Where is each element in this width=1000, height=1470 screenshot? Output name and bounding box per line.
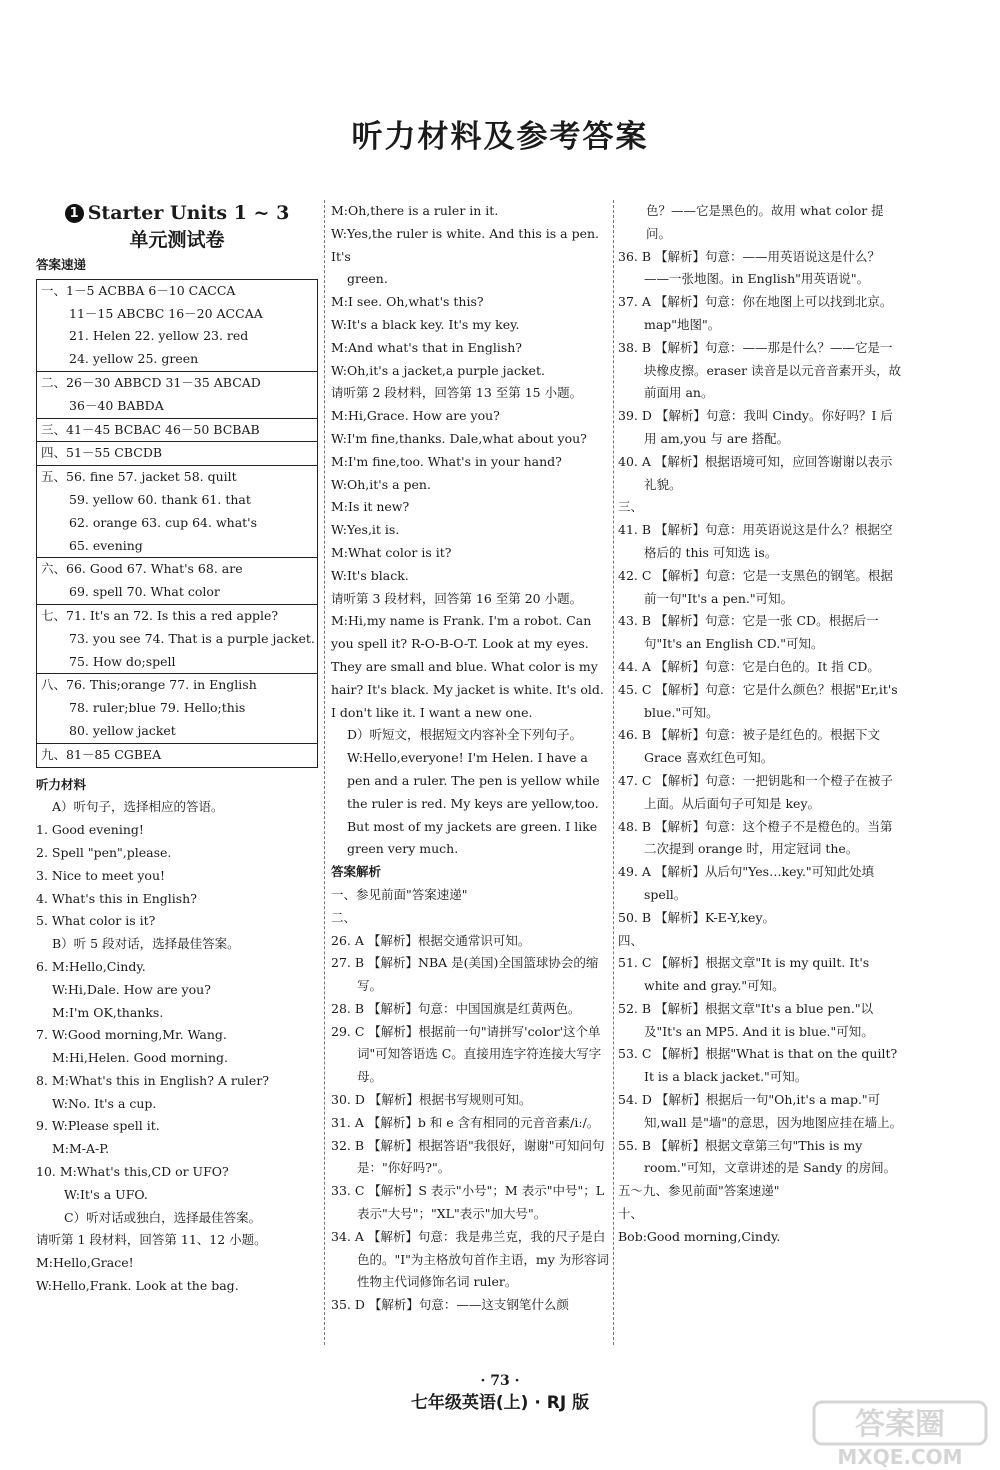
explanation-item: 53. C 【解析】根据"What is that on the quilt? It is a black jacket."可知。	[618, 1046, 898, 1085]
explanation-item: 45. C 【解析】句意：它是什么颜色？根据"Er,it's blue."可知。	[618, 681, 898, 720]
explanation-item: 47. C 【解析】句意：一把钥匙和一个橙子在被子上面。从后面句子可知是 key。	[618, 772, 893, 811]
text-line: M:Is it new?	[331, 499, 410, 515]
text-line: W:Yes,the ruler is white. And this is a pen. It's	[331, 225, 599, 264]
text-line: M:Hello,Grace!	[36, 1255, 134, 1271]
answer-line: 11－15 ABCBC 16－20 ACCAA	[69, 305, 263, 321]
listening-label: 听力材料	[36, 776, 87, 792]
answer-line: 七、71. It's an 72. Is this a red apple?	[41, 607, 279, 623]
text-line: 请听第 3 段材料，回答第 16 至第 20 小题。	[331, 590, 583, 606]
unit-number-badge: 1	[65, 204, 84, 223]
book-title: 七年级英语(上) · RJ 版	[410, 1393, 590, 1413]
text-line: 6. M:Hello,Cindy.	[36, 958, 146, 974]
explanation-item: 39. D 【解析】句意：我叫 Cindy。你好吗？I 后用 am,you 与 are 搭配。	[618, 408, 893, 446]
text-line: M:I'm OK,thanks.	[52, 1004, 164, 1020]
text-line: 9. W:Please spell it.	[36, 1118, 160, 1134]
text-line: W:Oh,it's a jacket,a purple jacket.	[331, 362, 545, 378]
text-line: A）听句子，选择相应的答语。	[52, 799, 224, 815]
text-line: M:Hi,Helen. Good morning.	[52, 1050, 229, 1066]
text-line: 十、	[618, 1206, 644, 1222]
text-line: 请听第 1 段材料，回答第 11、12 小题。	[36, 1232, 267, 1248]
explanation-item: 28. B 【解析】句意：中国国旗是红黄两色。	[331, 1000, 581, 1016]
answer-line: 80. yellow jacket	[69, 722, 176, 738]
explanation-item: 36. B 【解析】句意：——用英语说这是什么？——一张地图。in English"用英语说"。	[618, 248, 881, 287]
explanation-item: 41. B 【解析】句意：用英语说这是什么？根据空格后的 this 可知选 is。	[618, 522, 893, 560]
explanation-item: 42. C 【解析】句意：它是一支黑色的钢笔。根据前一句"It's a pen."可知。	[618, 567, 893, 606]
explanation-item: 54. D 【解析】根据后一句"Oh,it's a map."可知,wall 是"墙"的意思，因为地图应挂在墙上。	[618, 1092, 903, 1130]
answer-line: 65. evening	[69, 537, 143, 553]
text-line: Bob:Good morning,Cindy.	[618, 1228, 781, 1244]
explanation-item: 色？——它是黑色的。故用 what color 提问。	[646, 203, 884, 241]
answer-line: 六、66. Good 67. What's 68. are	[41, 561, 243, 577]
answer-line: 五、56. fine 57. jacket 58. quilt	[41, 469, 237, 485]
explanation-item: 37. A 【解析】句意：你在地图上可以找到北京。map"地图"。	[618, 294, 893, 332]
explanation-item: 44. A 【解析】句意：它是白色的。It 指 CD。	[618, 658, 880, 674]
paragraph: M:Hi,my name is Frank. I'm a robot. Can you spell it? R-O-B-O-T. Look at my eyes. They are small and blue. What color is my hair? It's black. My jacket is white. It's old. I don't like it. I want a new one.	[331, 613, 604, 720]
answer-section	[37, 673, 317, 742]
text-line: 四、	[618, 932, 644, 948]
column-middle	[331, 200, 609, 1317]
answer-line: 24. yellow 25. green	[69, 351, 199, 367]
answer-line: 69. spell 70. What color	[69, 584, 220, 600]
explanation-item: 50. B 【解析】K-E-Y,key。	[618, 909, 776, 925]
explanation-item: 43. B 【解析】句意：它是一张 CD。根据后一句"It's an English CD."可知。	[618, 613, 879, 652]
explanation-item: 32. B 【解析】根据答语"我很好，谢谢"可知问句是："你好吗?"。	[331, 1137, 605, 1176]
text-line: W:No. It's a cup.	[52, 1095, 157, 1111]
answer-line: 九、81－85 CGBEA	[41, 746, 162, 762]
explanation-item: 38. B 【解析】句意：——那是什么？——它是一块橡皮擦。eraser 读音是以元音音素开头，故前面用 an。	[618, 339, 902, 401]
text-line: M:Hi,Grace. How are you?	[331, 408, 500, 424]
text-line: W:It's a UFO.	[64, 1186, 148, 1202]
answer-section	[37, 557, 317, 604]
page-number: · 73 ·	[480, 1373, 520, 1389]
quick-answers-label: 答案速递	[36, 257, 87, 272]
answer-section	[37, 371, 317, 418]
explanation-item: 35. D 【解析】句意：——这支钢笔什么颜	[331, 1297, 569, 1313]
answer-line: 一、1－5 ACBBA 6－10 CACCA	[41, 282, 236, 298]
text-line: 3. Nice to meet you!	[36, 867, 166, 883]
text-line: W:It's black.	[331, 567, 409, 583]
watermark-logo	[810, 1398, 990, 1468]
answer-section	[37, 418, 317, 442]
text-line: 五～九、参见前面"答案速递"	[618, 1183, 780, 1199]
answer-section	[37, 604, 317, 673]
text-line: W:Hello,Frank. Look at the bag.	[36, 1278, 239, 1294]
paragraph: D）听短文，根据短文内容补全下列句子。	[347, 727, 583, 743]
text-line: M:And what's that in English?	[331, 339, 522, 355]
text-line: 请听第 2 段材料，回答第 13 至第 15 小题。	[331, 385, 583, 401]
text-line: 二、	[331, 909, 357, 925]
column-divider	[324, 200, 325, 1345]
answer-line: 四、51－55 CBCDB	[41, 445, 163, 461]
text-line: W:Yes,it is.	[331, 522, 400, 538]
text-line: 4. What's this in English?	[36, 890, 197, 906]
answer-line: 八、76. This;orange 77. in English	[41, 677, 257, 693]
answer-analysis-label: 答案解析	[331, 864, 382, 880]
explanation-item: 29. C 【解析】根据前一句"请拼写'color'这个单词"可知答语选 C。直接用连字符连接大写字母。	[331, 1023, 602, 1085]
watermark-url: MXQE.COM	[837, 1445, 963, 1468]
explanation-item: 31. A 【解析】b 和 e 含有相同的元音音素/iː/。	[331, 1114, 600, 1130]
listening-material	[36, 796, 318, 1298]
text-line: 1. Good evening!	[36, 822, 144, 838]
text-line: 三、	[618, 499, 644, 515]
text-line: M:What color is it?	[331, 544, 452, 560]
text-line: M:Oh,there is a ruler in it.	[331, 203, 499, 218]
column-right	[618, 200, 904, 1249]
text-line: 7. W:Good morning,Mr. Wang.	[36, 1027, 227, 1043]
answer-line: 62. orange 63. cup 64. what's	[69, 514, 258, 530]
explanation-item: 49. A 【解析】从后句"Yes…key."可知此处填 spell。	[618, 864, 875, 902]
text-line: 一、参见前面"答案速递"	[331, 886, 468, 902]
explanation-item: 48. B 【解析】句意：这个橙子不是橙色的。当第二次提到 orange 时，用定冠词 the。	[618, 818, 893, 857]
text-line: green.	[347, 271, 388, 287]
unit-name: Starter Units 1 ~ 3	[87, 202, 290, 224]
text-line: M:M-A-P.	[52, 1141, 110, 1157]
answer-line: 三、41－45 BCBAC 46－50 BCBAB	[41, 421, 260, 437]
answer-line: 二、26－30 ABBCD 31－35 ABCAD	[41, 374, 261, 390]
answer-line: 21. Helen 22. yellow 23. red	[69, 328, 249, 344]
explanation-item: 40. A 【解析】根据语境可知，应回答谢谢以表示礼貌。	[618, 453, 893, 492]
page-title: 听力材料及参考答案	[351, 119, 649, 155]
explanation-item: 46. B 【解析】句意：被子是红色的。根据下文 Grace 喜欢红色可知。	[618, 727, 881, 766]
explanation-item: 33. C 【解析】S 表示"小号"；M 表示"中号"；L 表示"大号"；"XL"表示"加大号"。	[331, 1183, 604, 1222]
explanation-item: 34. A 【解析】句意：我是弗兰克，我的尺子是白色的。"I"为主格放句首作主语，my 为形容词性物主代词修饰名词 ruler。	[331, 1228, 609, 1290]
unit-subtitle: 单元测试卷	[129, 229, 225, 251]
explanation-item: 27. B 【解析】NBA 是(美国)全国篮球协会的缩写。	[331, 955, 599, 994]
text-line: M:I see. Oh,what's this?	[331, 294, 484, 310]
text-line: W:I'm fine,thanks. Dale,what about you?	[331, 430, 587, 446]
unit-header	[36, 200, 318, 226]
column-left	[36, 200, 318, 1298]
paragraph: W:Hello,everyone! I'm Helen. I have a pen and a ruler. The pen is yellow while the ruler is red. My keys are yellow,too. But most of my jackets are green. I like green very much.	[347, 750, 600, 857]
answer-line: 75. How do;spell	[69, 653, 176, 669]
text-line: B）听 5 段对话，选择最佳答案。	[52, 936, 240, 952]
text-line: W:Hi,Dale. How are you?	[52, 981, 211, 997]
answer-line: 78. ruler;blue 79. Hello;this	[69, 700, 246, 716]
answer-section	[37, 280, 317, 371]
answer-section	[37, 465, 317, 557]
explanation-item: 55. B 【解析】根据文章第三句"This is my room."可知，文章讲述的是 Sandy 的房间。	[618, 1137, 897, 1176]
answer-section	[37, 743, 317, 767]
text-line: 10. M:What's this,CD or UFO?	[36, 1164, 229, 1180]
text-line: C）听对话或独白，选择最佳答案。	[64, 1209, 262, 1225]
explanation-item: 52. B 【解析】根据文章"It's a blue pen."以及"It's an MP5. And it is blue."可知。	[618, 1000, 874, 1039]
explanation-item: 30. D 【解析】根据书写规则可知。	[331, 1092, 532, 1108]
text-line: W:It's a black key. It's my key.	[331, 316, 520, 332]
answer-table	[36, 279, 318, 768]
column-divider	[613, 200, 614, 1345]
text-line: 8. M:What's this in English? A ruler?	[36, 1072, 270, 1088]
explanation-item: 26. A 【解析】根据交通常识可知。	[331, 932, 531, 948]
answer-line: 73. you see 74. That is a purple jacket.	[69, 630, 315, 646]
text-line: 5. What color is it?	[36, 913, 156, 929]
text-line: W:Oh,it's a pen.	[331, 476, 431, 492]
text-line: 2. Spell "pen",please.	[36, 844, 172, 860]
explanation-item: 51. C 【解析】根据文章"It is my quilt. It's white and gray."可知。	[618, 955, 870, 994]
watermark-cn: 答案圈	[855, 1407, 945, 1442]
answer-line: 36－40 BABDA	[69, 397, 164, 413]
answer-line: 59. yellow 60. thank 61. that	[69, 491, 251, 507]
answer-section	[37, 441, 317, 465]
text-line: M:I'm fine,too. What's in your hand?	[331, 453, 562, 469]
